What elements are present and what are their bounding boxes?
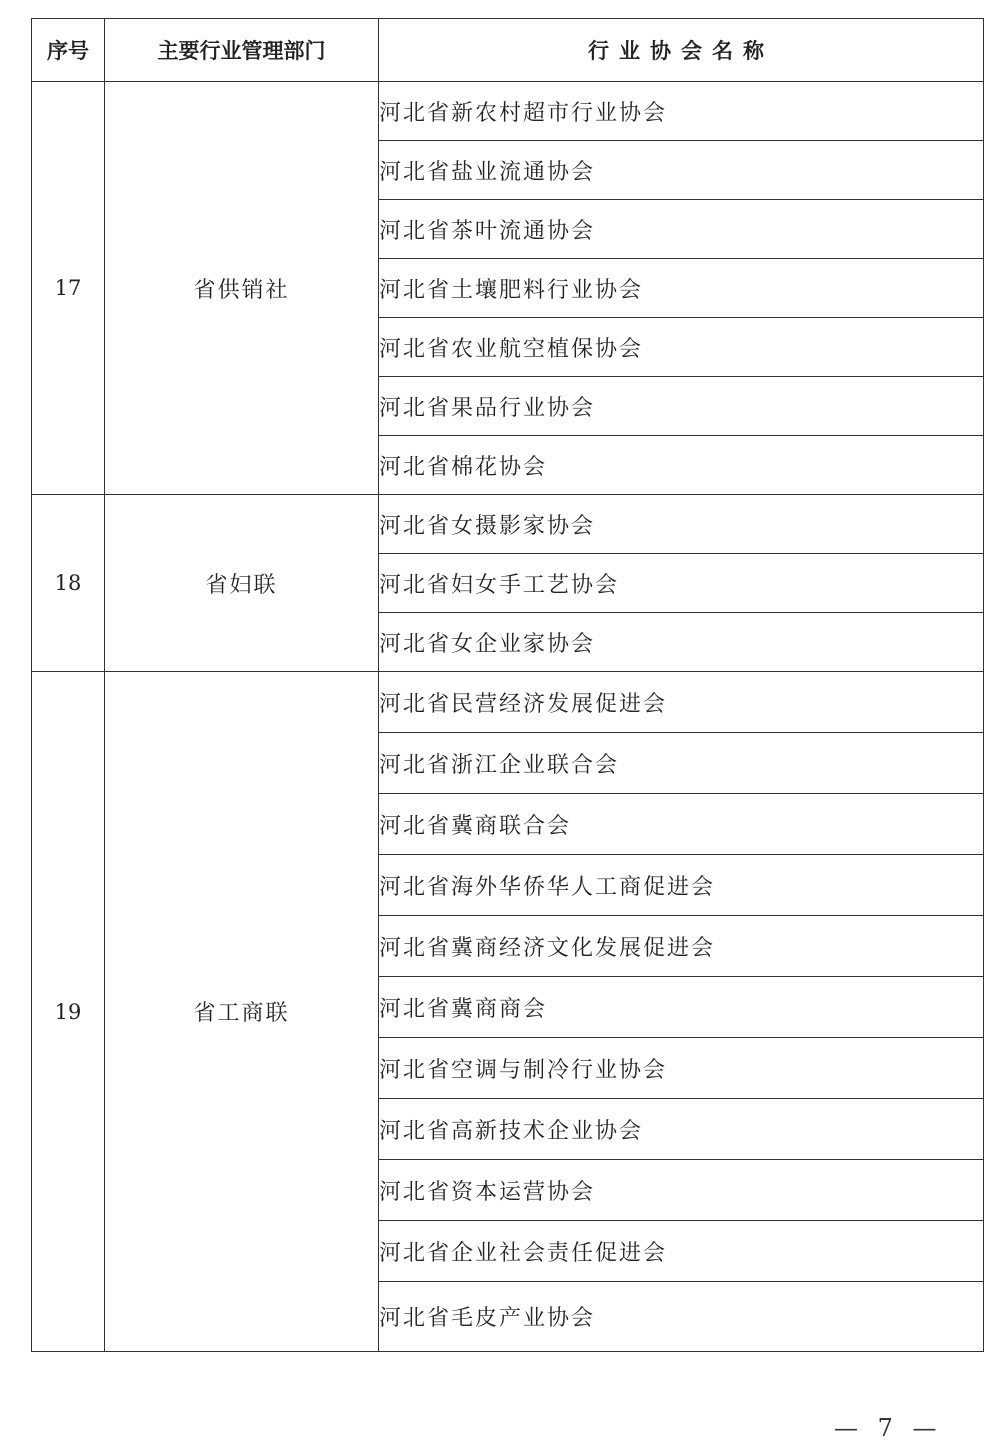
group-index-19: 19 (32, 672, 105, 1352)
header-association-name: 行业协会名称 (379, 19, 984, 82)
association-table (31, 18, 984, 1352)
association-name: 河北省农业航空植保协会 (379, 318, 984, 377)
association-name: 河北省企业社会责任促进会 (379, 1221, 984, 1282)
association-name: 河北省空调与制冷行业协会 (379, 1038, 984, 1099)
header-dept: 主要行业管理部门 (105, 19, 379, 82)
group-dept-18: 省妇联 (105, 495, 379, 672)
association-name: 河北省毛皮产业协会 (379, 1282, 984, 1352)
group-index-18: 18 (32, 495, 105, 672)
association-name: 河北省冀商经济文化发展促进会 (379, 916, 984, 977)
association-name: 河北省妇女手工艺协会 (379, 554, 984, 613)
association-name: 河北省浙江企业联合会 (379, 733, 984, 794)
association-name: 河北省民营经济发展促进会 (379, 672, 984, 733)
group-dept-19: 省工商联 (105, 672, 379, 1352)
table-header-row (32, 19, 984, 82)
association-name: 河北省高新技术企业协会 (379, 1099, 984, 1160)
page-number: — 7 — (834, 1414, 943, 1442)
association-name: 河北省冀商商会 (379, 977, 984, 1038)
group-dept-17: 省供销社 (105, 82, 379, 495)
association-name: 河北省海外华侨华人工商促进会 (379, 855, 984, 916)
association-name: 河北省女摄影家协会 (379, 495, 984, 554)
table-row (32, 672, 984, 733)
association-name: 河北省冀商联合会 (379, 794, 984, 855)
group-index-17: 17 (32, 82, 105, 495)
association-name: 河北省盐业流通协会 (379, 141, 984, 200)
association-name: 河北省土壤肥料行业协会 (379, 259, 984, 318)
table-row (32, 82, 984, 141)
association-name: 河北省新农村超市行业协会 (379, 82, 984, 141)
association-name: 河北省棉花协会 (379, 436, 984, 495)
header-index: 序号 (32, 19, 105, 82)
association-name: 河北省资本运营协会 (379, 1160, 984, 1221)
association-name: 河北省女企业家协会 (379, 613, 984, 672)
table-row (32, 495, 984, 554)
association-name: 河北省茶叶流通协会 (379, 200, 984, 259)
association-name: 河北省果品行业协会 (379, 377, 984, 436)
